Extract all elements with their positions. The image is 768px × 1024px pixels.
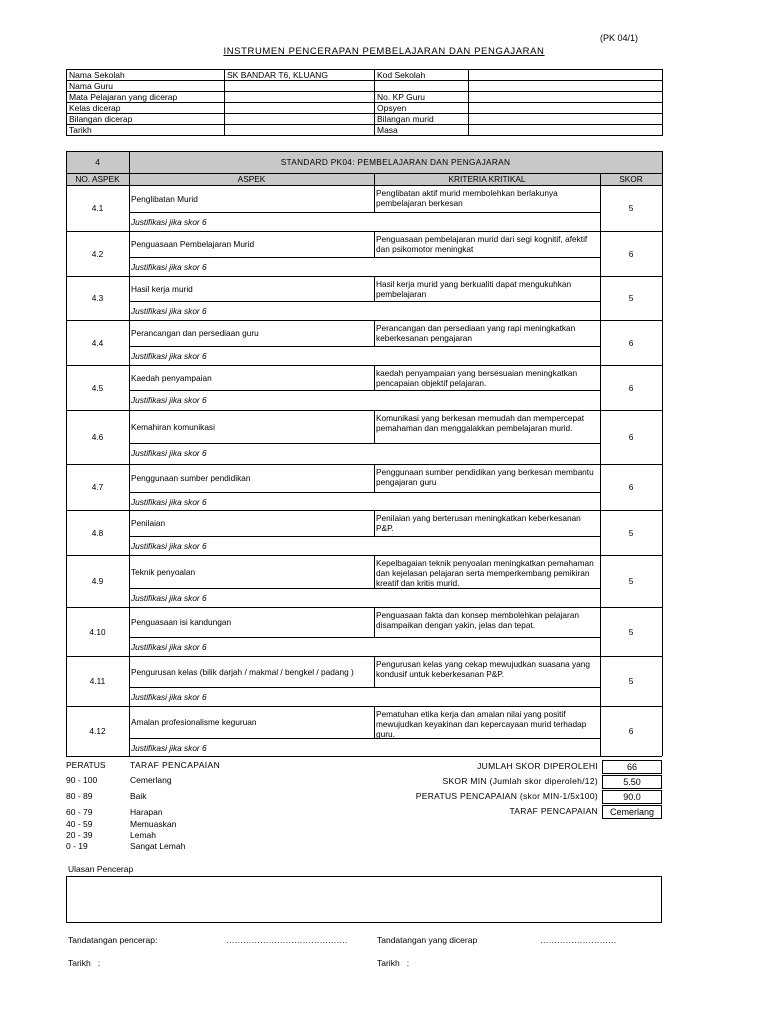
grid-line xyxy=(662,510,663,555)
aspect-justification: Justifikasi jika skor 6 xyxy=(131,593,207,603)
info-label: Kelas dicerap xyxy=(67,103,225,114)
grid-line xyxy=(66,231,662,232)
form-code: (PK 04/1) xyxy=(600,33,639,43)
info-row xyxy=(67,81,663,92)
info-value[interactable]: SK BANDAR T6, KLUANG xyxy=(225,70,375,81)
standard-title: STANDARD PK04: PEMBELAJARAN DAN PENGAJARAN xyxy=(280,157,511,167)
aspect-justification: Justifikasi jika skor 6 xyxy=(131,692,207,702)
grid-line xyxy=(129,607,130,656)
grid-line xyxy=(662,464,663,510)
aspect-criteria: Komunikasi yang berkesan memudah dan mempercepat pemahaman dan menggalakkan pembelajaran murid. xyxy=(376,413,584,433)
scale-range: 20 - 39 xyxy=(66,830,93,840)
grid-line xyxy=(662,320,663,365)
grid-line xyxy=(374,410,375,443)
col-header-no: NO. ASPEK xyxy=(75,174,120,184)
tarikh-left: Tarikh : xyxy=(68,958,101,968)
scale-level: Memuaskan xyxy=(130,819,177,829)
scale-range: 60 - 79 xyxy=(66,807,93,817)
tarikh-right: Tarikh : xyxy=(377,958,410,968)
grid-line xyxy=(129,656,130,706)
grid-line xyxy=(66,555,662,556)
grid-line xyxy=(374,276,375,301)
grid-line xyxy=(66,185,662,186)
aspect-name: Penilaian xyxy=(131,518,166,528)
info-value[interactable] xyxy=(469,114,663,125)
aspect-criteria: Penguasaan pembelajaran murid dari segi kognitif, afektif dan psikomotor meningkat xyxy=(376,234,588,254)
grid-line xyxy=(129,320,130,365)
justification-field[interactable] xyxy=(375,638,599,655)
grid-line xyxy=(662,185,663,231)
aspect-score: 6 xyxy=(628,382,634,393)
standard-table xyxy=(66,151,662,757)
aspect-justification: Justifikasi jika skor 6 xyxy=(131,262,207,272)
aspect-justification: Justifikasi jika skor 6 xyxy=(131,306,207,316)
aspect-justification: Justifikasi jika skor 6 xyxy=(131,217,207,227)
aspect-name: Pengurusan kelas (bilik darjah / makmal / bengkel / padang ) xyxy=(131,666,354,677)
justification-field[interactable] xyxy=(375,258,599,275)
aspect-justification: Justifikasi jika skor 6 xyxy=(131,497,207,507)
info-label xyxy=(375,81,469,92)
grid-line xyxy=(662,231,663,276)
scale-level: Lemah xyxy=(130,830,156,840)
aspect-criteria: Pengurusan kelas yang cekap mewujudkan suasana yang kondusif untuk keberkesanan P&P. xyxy=(376,659,591,679)
grid-line xyxy=(662,151,663,185)
aspect-justification: Justifikasi jika skor 6 xyxy=(131,448,207,458)
info-label: Kod Sekolah xyxy=(375,70,469,81)
grid-line xyxy=(66,365,662,366)
scale-header-percent: PERATUS xyxy=(66,760,106,770)
aspect-name: Hasil kerja murid xyxy=(131,283,193,294)
grid-line xyxy=(374,510,375,536)
aspect-name: Perancangan dan persediaan guru xyxy=(131,328,259,338)
info-row xyxy=(67,70,663,81)
grid-line xyxy=(129,510,130,555)
justification-field[interactable] xyxy=(375,537,599,554)
grid-line xyxy=(374,464,375,492)
aspect-number: 4.10 xyxy=(89,626,106,637)
aspect-number: 4.2 xyxy=(91,248,104,259)
justification-field[interactable] xyxy=(375,213,599,230)
grid-line xyxy=(66,151,662,152)
aspect-score: 6 xyxy=(628,482,634,492)
scale-level: Sangat Lemah xyxy=(130,841,186,851)
justification-field[interactable] xyxy=(375,688,599,705)
page-title xyxy=(0,46,768,57)
justification-field[interactable] xyxy=(375,444,599,463)
grid-line xyxy=(662,656,663,706)
aspect-number: 4.5 xyxy=(91,382,104,393)
aspect-number: 4.1 xyxy=(91,203,104,213)
scale-range: 0 - 19 xyxy=(66,841,88,851)
info-value[interactable] xyxy=(469,125,663,136)
grid-line xyxy=(374,231,375,257)
grid-line xyxy=(66,607,662,608)
info-label: Bilangan dicerap xyxy=(67,114,225,125)
aspect-name: Teknik penyoalan xyxy=(131,566,196,577)
info-label: Tarikh xyxy=(67,125,225,136)
sign-dicerap-line: ……………………… xyxy=(540,935,617,945)
aspect-score: 5 xyxy=(628,576,634,586)
aspect-number: 4.8 xyxy=(91,527,104,538)
grid-line xyxy=(129,185,130,231)
scale-level: Harapan xyxy=(130,807,163,817)
aspect-number: 4.6 xyxy=(91,432,104,442)
aspect-criteria: Penguasaan fakta dan konsep membolehkan pelajaran disampaikan dengan yakin, jelas dan tepat. xyxy=(376,610,579,630)
justification-field[interactable] xyxy=(375,302,599,319)
summary-label: TARAF PENCAPAIAN xyxy=(509,806,598,816)
justification-field[interactable] xyxy=(375,589,599,606)
aspect-number: 4.4 xyxy=(91,337,104,348)
info-value[interactable] xyxy=(225,103,375,114)
aspect-justification: Justifikasi jika skor 6 xyxy=(131,743,207,753)
grid-line xyxy=(662,607,663,656)
grid-line xyxy=(662,276,663,320)
summary-label: PERATUS PENCAPAIAN (skor MIN-1/5x100) xyxy=(415,791,598,801)
aspect-score: 5 xyxy=(628,293,634,303)
summary-label: SKOR MIN (Jumlah skor diperoleh/12) xyxy=(442,776,598,786)
grid-line xyxy=(129,365,130,410)
aspect-justification: Justifikasi jika skor 6 xyxy=(131,351,207,361)
summary-value: 90.0 xyxy=(602,790,662,804)
summary-value: 66 xyxy=(602,760,662,774)
info-label: Nama Sekolah xyxy=(67,70,225,81)
justification-field[interactable] xyxy=(375,739,599,755)
aspect-number: 4.12 xyxy=(89,726,106,736)
info-label: No. KP Guru xyxy=(375,92,469,103)
aspect-name: Penguasaan Pembelajaran Murid xyxy=(131,239,255,249)
summary-label: JUMLAH SKOR DIPEROLEHI xyxy=(477,761,598,771)
grid-line xyxy=(662,555,663,607)
scale-header-level: TARAF PENCAPAIAN xyxy=(130,760,221,770)
ulasan-box[interactable] xyxy=(66,876,662,923)
sign-pencerap-label: Tandatangan pencerap: xyxy=(68,935,158,945)
grid-line xyxy=(66,510,662,511)
grid-line xyxy=(662,365,663,410)
grid-line xyxy=(66,756,662,757)
grid-line xyxy=(374,656,375,687)
aspect-justification: Justifikasi jika skor 6 xyxy=(131,642,207,652)
aspect-score: 6 xyxy=(628,432,634,442)
grid-line xyxy=(374,555,375,588)
info-label: Mata Pelajaran yang dicerap xyxy=(67,92,225,103)
info-value[interactable] xyxy=(469,103,663,114)
aspect-number: 4.11 xyxy=(89,676,106,686)
grid-line xyxy=(129,231,130,276)
info-row xyxy=(67,125,663,136)
grid-line xyxy=(662,410,663,464)
grid-line xyxy=(374,706,375,738)
aspect-criteria: Hasil kerja murid yang berkualiti dapat mengukuhkan pembelajaran xyxy=(376,279,572,299)
aspect-name: Penglibatan Murid xyxy=(131,193,198,204)
grid-line xyxy=(374,365,375,390)
grid-line xyxy=(374,320,375,346)
aspect-score: 5 xyxy=(628,626,634,637)
info-value[interactable] xyxy=(469,70,663,81)
grid-line xyxy=(129,706,130,756)
aspect-criteria: Penglibatan aktif murid membolehkan berlakunya pembelajaran berkesan xyxy=(376,188,558,208)
sign-pencerap-line: ……………………………………. xyxy=(226,935,348,945)
aspect-score: 6 xyxy=(628,248,634,259)
scale-range: 40 - 59 xyxy=(66,819,93,829)
aspect-criteria: Pematuhan etika kerja dan amalan nilai yang positif mewujudkan keyakinan dan kepercayaan murid terhadap guru. xyxy=(376,709,587,739)
info-value[interactable] xyxy=(225,125,375,136)
grid-line xyxy=(66,276,662,277)
aspect-justification: Justifikasi jika skor 6 xyxy=(131,541,207,551)
aspect-score: 5 xyxy=(628,676,634,686)
aspect-score: 5 xyxy=(628,203,634,213)
aspect-score: 6 xyxy=(628,726,634,736)
summary-value: 5.50 xyxy=(602,775,662,789)
aspect-name: Amalan profesionalisme keguruan xyxy=(131,717,257,727)
grid-line xyxy=(66,706,662,707)
aspect-name: Kaedah penyampaian xyxy=(131,372,212,383)
info-value[interactable] xyxy=(469,92,663,103)
aspect-name: Kemahiran komunikasi xyxy=(131,421,215,432)
justification-field[interactable] xyxy=(375,391,599,409)
justification-field[interactable] xyxy=(375,347,599,364)
aspect-name: Penguasaan isi kandungan xyxy=(131,617,232,627)
info-value[interactable] xyxy=(225,81,375,92)
aspect-score: 6 xyxy=(628,337,634,348)
grid-line xyxy=(129,410,130,464)
scale-range: 90 - 100 xyxy=(66,775,98,785)
info-table xyxy=(66,69,663,136)
ulasan-label: Ulasan Pencerap xyxy=(68,864,134,874)
info-row xyxy=(67,92,663,103)
col-header-kriteria: KRITERIA KRITIKAL xyxy=(448,174,526,184)
info-value[interactable] xyxy=(225,114,375,125)
aspect-number: 4.9 xyxy=(91,576,104,586)
standard-number: 4 xyxy=(95,157,100,167)
info-value[interactable] xyxy=(225,92,375,103)
grid-line xyxy=(129,555,130,607)
aspect-score: 5 xyxy=(628,527,634,538)
aspect-criteria: Penilaian yang berterusan meningkatkan keberkesanan P&P. xyxy=(376,513,581,533)
grid-line xyxy=(129,276,130,320)
info-row xyxy=(67,114,663,125)
grid-line xyxy=(66,656,662,657)
scale-level: Baik xyxy=(130,791,147,801)
page-title-text: INSTRUMEN PENCERAPAN PEMBELAJARAN DAN PENGAJARAN xyxy=(223,46,545,57)
col-header-aspek: ASPEK xyxy=(237,174,266,184)
grid-line xyxy=(662,706,663,756)
aspect-number: 4.3 xyxy=(91,293,104,303)
summary-value: Cemerlang xyxy=(602,805,662,819)
info-label: Nama Guru xyxy=(67,81,225,92)
aspect-number: 4.7 xyxy=(91,482,104,492)
grid-line xyxy=(374,607,375,637)
scale-level: Cemerlang xyxy=(130,775,172,785)
justification-field[interactable] xyxy=(375,493,599,509)
aspect-criteria: kaedah penyampaian yang bersesuaian meningkatkan pencapaian objektif pelajaran. xyxy=(376,368,578,388)
grid-line xyxy=(66,410,662,411)
aspect-name: Penggunaan sumber pendidikan xyxy=(131,473,251,483)
info-label: Bilangan murid xyxy=(375,114,469,125)
grid-line xyxy=(129,464,130,510)
aspect-criteria: Kepelbagaian teknik penyoalan meningkatkan pemahaman dan kejelasan pelajaran serta memperkembang pemikiran kreatif dan kritis murid. xyxy=(376,558,594,588)
info-label: Opsyen xyxy=(375,103,469,114)
aspect-criteria: Penggunaan sumber pendidikan yang berkesan membantu pengajaran guru xyxy=(376,467,594,487)
grid-line xyxy=(66,320,662,321)
info-value[interactable] xyxy=(469,81,663,92)
info-row xyxy=(67,103,663,114)
aspect-criteria: Perancangan dan persediaan yang rapi meningkatkan keberkesanan pengajaran xyxy=(376,323,576,343)
col-header-skor: SKOR xyxy=(619,174,643,184)
info-label: Masa xyxy=(375,125,469,136)
scale-range: 80 - 89 xyxy=(66,791,93,801)
aspect-justification: Justifikasi jika skor 6 xyxy=(131,395,207,405)
sign-dicerap-label: Tandatangan yang dicerap xyxy=(377,935,478,945)
grid-line xyxy=(66,464,662,465)
grid-line xyxy=(374,185,375,212)
